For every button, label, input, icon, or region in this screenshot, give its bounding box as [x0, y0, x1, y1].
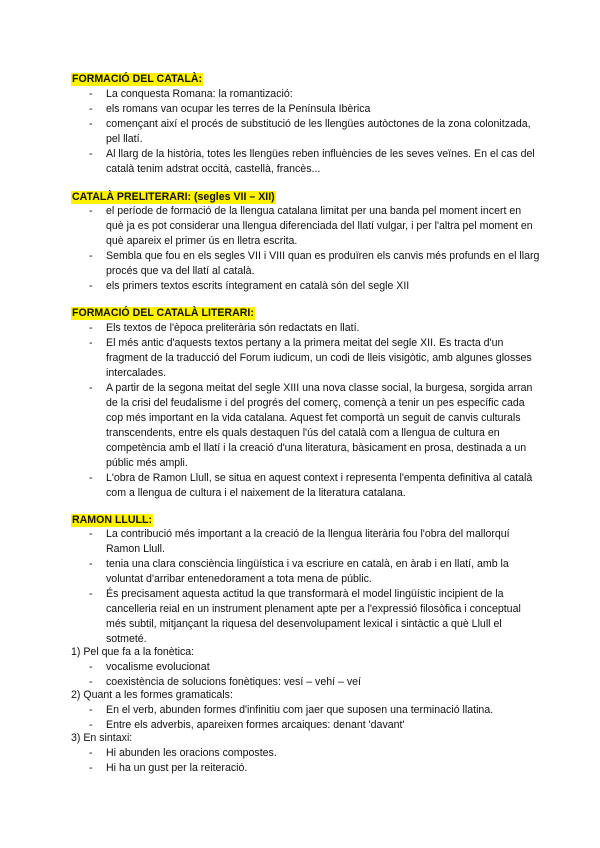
dash-bullet: -	[89, 719, 93, 731]
list-formes-gramaticals	[71, 703, 541, 733]
list-item: - Al llarg de la història, totes les llengües reben influències de les seves veïnes. En el cas del català tenim adstrat occità, castellà, francès...	[89, 148, 535, 175]
list-item: - Sembla que fou en els segles VII i VIII quan es produïren els canvis més profunds en el llarg procés que va del llatí al català.	[89, 250, 540, 277]
list-item: - Hi abunden les oracions compostes.	[89, 747, 277, 759]
heading-ramon-llull: RAMON LLULL:	[72, 514, 153, 526]
dash-bullet: -	[89, 661, 93, 673]
heading-catala-preliterari: CATALÀ PRELITERARI: (segles VII – XII)	[72, 191, 275, 203]
dash-bullet: -	[89, 322, 93, 334]
dash-bullet: -	[89, 762, 93, 774]
list-item: - el període de formació de la llengua catalana limitat per una banda pel moment incert en què ja es pot considerar una llengua diferenciada del llatí vulgar, i per l'altra pel moment en què apareix el primer ús en lletra escrita.	[89, 205, 533, 247]
list-formacio-catala-literari	[71, 321, 541, 501]
list-formacio-catala	[71, 87, 541, 177]
list-item: - La contribució més important a la creació de la llengua literària fou l'obra del mallorquí Ramon Llull.	[89, 528, 510, 555]
dash-bullet: -	[89, 382, 93, 394]
list-item: - A partir de la segona meitat del segle XIII una nova classe social, la burgesa, sorgida arran de la crisi del feudalisme i del progrés del comerç, començà a tenir un pes específic cada cop més important en la vida catalana. Aquest fet comportà un seguit de canvis culturals transcendents, entre els quals destaquen l'ús del català com a llengua de cultura en competència amb el llatí i la creació d'una literatura, bàsicament en prosa, destinada a un públic més ampli.	[89, 382, 533, 469]
numbered-label-sintaxi: 3) En sintaxi:	[71, 732, 133, 744]
dash-bullet: -	[89, 337, 93, 349]
numbered-label-fonetica: 1) Pel que fa a la fonètica:	[71, 646, 195, 658]
dash-bullet: -	[89, 472, 93, 484]
list-item: - És precisament aquesta actitud la que transformarà el model lingüístic incipient de la cancelleria reial en un instrument plenament apte per a l'expressió filosòfica i conceptual més subtil, mitjançant la riquesa del desenvolupament lexical i sintàctic a què Llull el sotmeté.	[89, 588, 521, 645]
dash-bullet: -	[89, 103, 93, 115]
list-item: - coexistència de solucions fonètiques: vesí – vehí – veí	[89, 676, 361, 688]
list-ramon-llull	[71, 527, 541, 647]
list-item: - començant així el procés de substitució de les llengües autòctones de la zona colonitzada, pel llatí.	[89, 118, 531, 145]
dash-bullet: -	[89, 148, 93, 160]
heading-formacio-catala: FORMACIÓ DEL CATALÀ:	[72, 73, 203, 85]
list-item: - vocalisme evolucionat	[89, 661, 210, 673]
list-item: - els romans van ocupar les terres de la Península Ibèrica	[89, 103, 371, 115]
dash-bullet: -	[89, 588, 93, 600]
dash-bullet: -	[89, 88, 93, 100]
dash-bullet: -	[89, 528, 93, 540]
dash-bullet: -	[89, 280, 93, 292]
list-item: - L'obra de Ramon Llull, se situa en aquest context i representa l'empenta definitiva al català com a llengua de cultura i el naixement de la literatura catalana.	[89, 472, 533, 499]
list-item: - Hi ha un gust per la reiteració.	[89, 762, 248, 774]
list-item: - La conquesta Romana: la romantizació:	[89, 88, 293, 100]
dash-bullet: -	[89, 704, 93, 716]
dash-bullet: -	[89, 747, 93, 759]
dash-bullet: -	[89, 558, 93, 570]
list-item: - Entre els adverbis, apareixen formes arcaiques: denant 'davant'	[89, 719, 405, 731]
list-catala-preliterari	[71, 204, 541, 294]
list-item: - Els textos de l'època preliterària són redactats en llatí.	[89, 322, 360, 334]
dash-bullet: -	[89, 250, 93, 262]
dash-bullet: -	[89, 205, 93, 217]
numbered-label-formes-gramaticals: 2) Quant a les formes gramaticals:	[71, 689, 233, 701]
heading-formacio-catala-literari: FORMACIÓ DEL CATALÀ LITERARI:	[72, 307, 254, 319]
list-fonetica	[71, 660, 541, 690]
dash-bullet: -	[89, 676, 93, 688]
dash-bullet: -	[89, 118, 93, 130]
list-sintaxi	[71, 746, 541, 776]
list-item: - En el verb, abunden formes d'infinitiu com jaer que suposen una terminació llatina.	[89, 704, 494, 716]
list-item: - tenia una clara consciència lingüística i va escriure en català, en àrab i en llatí, amb la voluntat d'arribar entenedorament a tota mena de públic.	[89, 558, 509, 585]
list-item: - els primers textos escrits íntegrament en català són del segle XII	[89, 280, 410, 292]
list-item: - El més antic d'aquests textos pertany a la primera meitat del segle XII. Es tracta d'un fragment de la traducció del Forum iudicum, un codi de lleis visigòtic, amb algunes glosses intercalades.	[89, 337, 532, 379]
